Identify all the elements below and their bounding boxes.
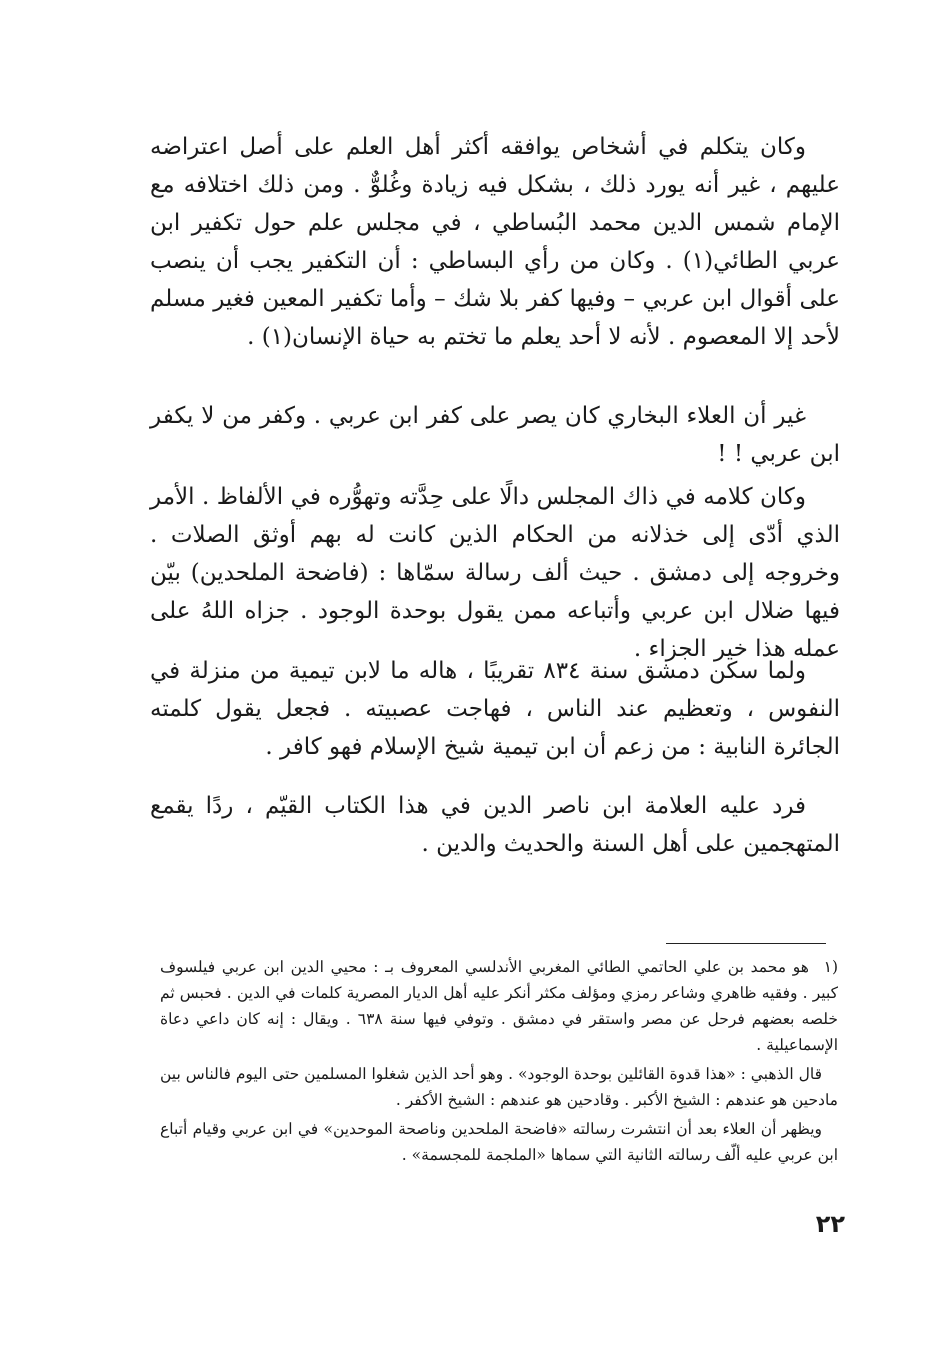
- footnote-1-text: هو محمد بن علي الحاتمي الطائي المغربي الأندلسي المعروف بـ : محيي الدين ابن عربي فيلسوف كبير . وفقيه ظاهري وشاعر رمزي ومؤلف مكثر أنكر عليه أهل الديار المصرية كلمات في الدين . فحبس ثم خلصه بعضهم فرحل عن مصر واستقر في دمشق . وتوفي فيها سنة ٦٣٨ . ويقال : إنه كان داعي دعاة الإسماعيلية .: [160, 958, 838, 1054]
- body-paragraph-1: وكان يتكلم في أشخاص يوافقه أكثر أهل العلم على أصل اعتراضه عليهم ، غير أنه يورد ذلك ، بشكل فيه زيادة وغُلوٌّ . ومن ذلك اختلافه مع الإمام شمس الدين محمد البُساطي ، في مجلس علم حول تكفير ابن عربي الطائي(١) . وكان من رأي البساطي : أن التكفير يجب أن ينصب على أقوال ابن عربي – وفيها كفر بلا شك – وأما تكفير المعين فغير مسلم لأحد إلا المعصوم . لأنه لا أحد يعلم ما تختم به حياة الإنسان(١) .: [150, 134, 840, 350]
- footnote-1: [160, 954, 838, 1058]
- footnote-continuation-2: ويظهر أن العلاء بعد أن انتشرت رسالته «فاضحة الملحدين وناصحة الموحدين» في ابن عربي وقيام أتباع ابن عربي عليه ألّف رسالته الثانية التي سماها «الملجمة للمجسمة» .: [160, 1120, 838, 1164]
- footnote-continuation-1: قال الذهبي : «هذا قدوة القائلين بوحدة الوجود» . وهو أحد الذين شغلوا المسلمين حتى اليوم فالناس بين مادحين هو عندهم : الشيخ الأكبر . وقادحين هو عندهم : الشيخ الأكفر .: [160, 1065, 838, 1109]
- footnotes-section: [160, 954, 838, 1168]
- body-paragraph-5: فرد عليه العلامة ابن ناصر الدين في هذا الكتاب القيّم ، ردًا يقمع المتهجمين على أهل السنة والحديث والدين .: [150, 793, 840, 857]
- page-number: ٢٢: [815, 1210, 845, 1238]
- body-paragraph-2: غير أن العلاء البخاري كان يصر على كفر ابن عربي . وكفر من لا يكفر ابن عربي ! !: [150, 403, 840, 467]
- footnote-divider: [666, 943, 826, 944]
- body-paragraph-3: وكان كلامه في ذاك المجلس دالًا على حِدَّته وتهوُّره في الألفاظ . الأمر الذي أدّى إلى خذلانه من الحكام الذين كانت له بهم أوثق الصلات . وخروجه إلى دمشق . حيث ألف رسالة سمّاها : (فاضحة الملحدين) بيّن فيها ضلال ابن عربي وأتباعه ممن يقول بوحدة الوجود . جزاه اللهُ على عمله هذا خير الجزاء .: [150, 484, 840, 662]
- footnote-number: (١: [823, 958, 838, 976]
- body-paragraph-4: ولما سكن دمشق سنة ٨٣٤ تقريبًا ، هاله ما لابن تيمية من منزلة في النفوس ، وتعظيم عند الناس ، فهاجت عصبيته . فجعل يقول كلمته الجائرة النابية : من زعم أن ابن تيمية شيخ الإسلام فهو كافر .: [150, 658, 840, 760]
